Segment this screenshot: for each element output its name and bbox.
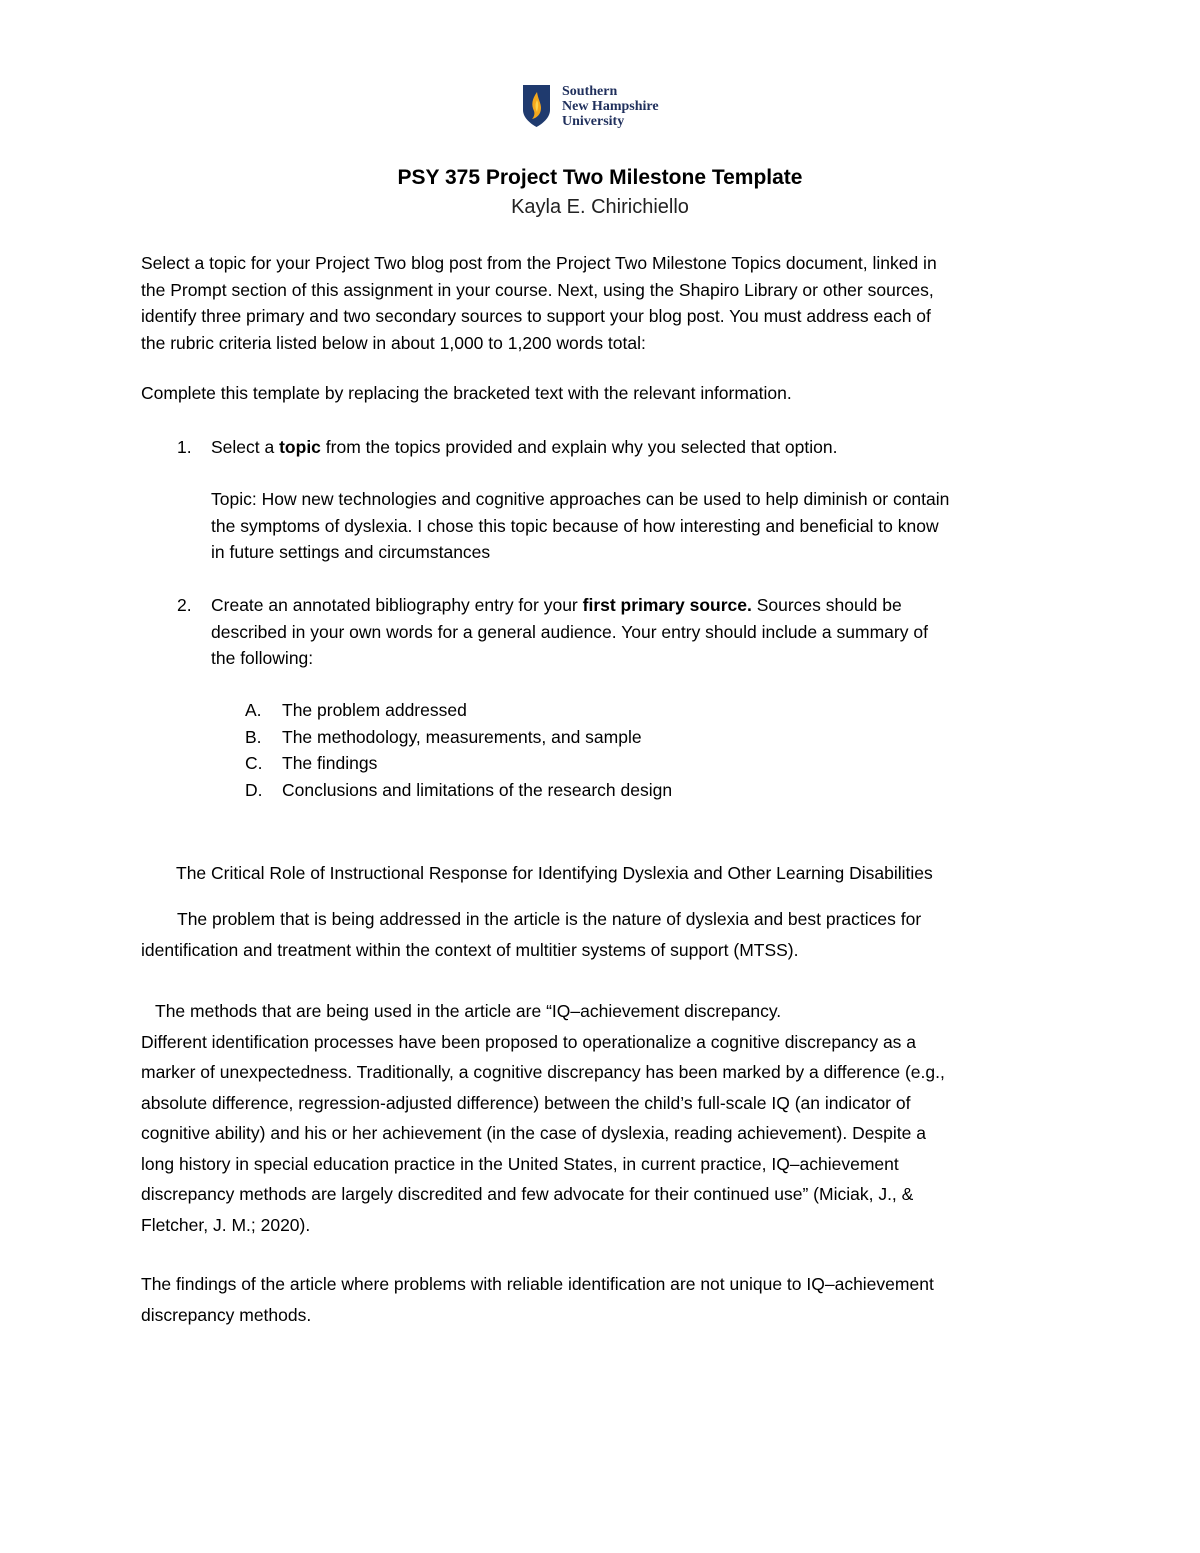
logo-line: University bbox=[562, 114, 625, 129]
bold-text: topic bbox=[279, 437, 321, 457]
intro-paragraph bbox=[141, 250, 1061, 356]
text-line: the following: bbox=[211, 648, 314, 668]
text-line: absolute difference, regression-adjusted difference) between the child’s full-scale IQ (an indicator of bbox=[141, 1092, 911, 1113]
list-number: 2. bbox=[177, 595, 192, 615]
logo-line: Southern bbox=[562, 84, 618, 99]
logo-line: New Hampshire bbox=[562, 99, 659, 114]
text-line: long history in special education practice in the United States, in current practice, IQ–achievement bbox=[141, 1153, 899, 1174]
instruction-paragraph: Complete this template by replacing the bracketed text with the relevant information. bbox=[141, 383, 792, 403]
text-line: The methods that are being used in the article are “IQ–achievement discrepancy. bbox=[155, 1001, 782, 1021]
text-line bbox=[211, 592, 1061, 619]
text-line: identification and treatment within the context of multitier systems of support (MTSS). bbox=[141, 940, 799, 960]
text-line: discrepancy methods. bbox=[141, 1304, 312, 1325]
text-run: Select a bbox=[211, 437, 280, 457]
text-line: the Prompt section of this assignment in your course. Next, using the Shapiro Library or other sources, bbox=[141, 279, 934, 300]
sublist-text: The problem addressed bbox=[282, 700, 467, 720]
sublist-text: Conclusions and limitations of the research design bbox=[282, 779, 673, 800]
text-line: The problem that is being addressed in the article is the nature of dyslexia and best practices for bbox=[177, 909, 922, 929]
list-number: 1. bbox=[177, 437, 192, 457]
text-line: the symptoms of dyslexia. I chose this topic because of how interesting and beneficial to know bbox=[211, 515, 939, 536]
bold-text: first primary source. bbox=[582, 595, 752, 615]
text-line: Fletcher, J. M.; 2020). bbox=[141, 1214, 311, 1235]
text-line: Select a topic for your Project Two blog post from the Project Two Milestone Topics document, linked in bbox=[141, 253, 937, 273]
response-text bbox=[211, 486, 1061, 566]
text-run: from the topics provided and explain why you selected that option. bbox=[320, 437, 838, 457]
text-line: The findings of the article where problems with reliable identification are not unique to IQ–achievement bbox=[141, 1274, 934, 1294]
findings-paragraph bbox=[141, 1269, 1061, 1330]
sublist-text: The methodology, measurements, and sample bbox=[282, 726, 642, 747]
shield-flame-icon bbox=[522, 84, 551, 128]
text-line: marker of unexpectedness. Traditionally, a cognitive discrepancy has been marked by a difference (e.g., bbox=[141, 1062, 945, 1082]
text-run: Sources should be bbox=[751, 595, 902, 615]
logo-wordmark bbox=[562, 84, 659, 129]
sublist-letter: B. bbox=[245, 726, 262, 747]
text-line: cognitive ability) and his or her achievement (in the case of dyslexia, reading achievement). Despite a bbox=[141, 1123, 926, 1143]
sublist-text: The findings bbox=[282, 753, 378, 773]
list-item-text bbox=[211, 592, 1061, 672]
sublist-letter: A. bbox=[245, 700, 262, 720]
text-line: described in your own words for a general audience. Your entry should include a summary of bbox=[211, 621, 928, 642]
sublist-letter: D. bbox=[245, 779, 263, 800]
problem-paragraph bbox=[141, 904, 1061, 966]
article-title: The Critical Role of Instructional Response for Identifying Dyslexia and Other Learning Disabilities bbox=[176, 863, 933, 883]
author-name: Kayla E. Chirichiello bbox=[511, 196, 689, 218]
list-item-text bbox=[211, 434, 1061, 461]
text-line: discrepancy methods are largely discredited and few advocate for their continued use” (Miciak, J., & bbox=[141, 1184, 914, 1204]
document-title: PSY 375 Project Two Milestone Template bbox=[397, 166, 803, 189]
sublist-letter: C. bbox=[245, 753, 263, 773]
text-line: the rubric criteria listed below in about 1,000 to 1,200 words total: bbox=[141, 332, 646, 353]
text-line: in future settings and circumstances bbox=[211, 542, 491, 562]
text-run: Create an annotated bibliography entry for your bbox=[211, 595, 583, 615]
text-line: Different identification processes have been proposed to operationalize a cognitive discrepancy as a bbox=[141, 1031, 917, 1052]
text-line: Topic: How new technologies and cognitive approaches can be used to help diminish or contain bbox=[211, 489, 950, 509]
methods-paragraph bbox=[141, 996, 1061, 1240]
text-line: identify three primary and two secondary sources to support your blog post. You must address each of bbox=[141, 306, 931, 326]
university-logo bbox=[522, 84, 682, 132]
